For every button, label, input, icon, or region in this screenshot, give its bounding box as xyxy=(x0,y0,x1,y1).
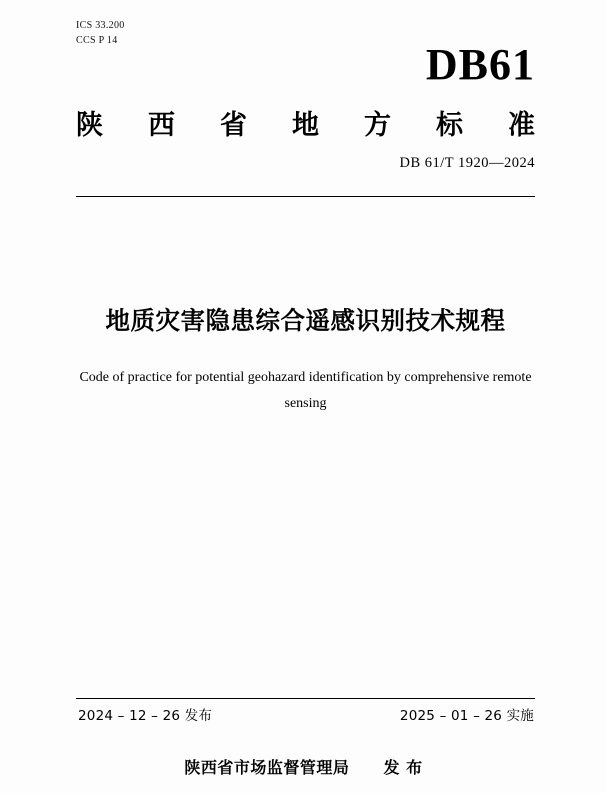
standard-name-char: 标 xyxy=(436,110,463,141)
publisher-line xyxy=(0,755,607,778)
standard-name-char: 陕 xyxy=(76,110,103,141)
publisher-action: 发 布 xyxy=(383,758,423,777)
standard-name xyxy=(76,103,535,142)
db61-logo: DB61 xyxy=(425,40,535,89)
standard-name-char: 西 xyxy=(148,110,175,141)
document-title-english: Code of practice for potential geohazard identification by comprehensive remote sensing xyxy=(79,370,532,411)
ccs-code: CCS P 14 xyxy=(76,35,118,46)
footer-divider xyxy=(76,698,535,699)
standard-name-char: 准 xyxy=(508,110,535,141)
publisher-name: 陕西省市场监督管理局 xyxy=(184,758,350,777)
header-divider xyxy=(76,196,535,197)
standard-number: DB 61/T 1920—2024 xyxy=(399,155,535,171)
issue-date: 2024 – 12 – 26 发布 xyxy=(78,708,213,724)
classification-codes xyxy=(76,18,125,48)
effective-date: 2025 – 01 – 26 实施 xyxy=(399,708,534,724)
standard-name-char: 方 xyxy=(364,110,391,141)
ics-code: ICS 33.200 xyxy=(76,20,125,31)
standard-name-char: 地 xyxy=(292,110,319,141)
standard-name-char: 省 xyxy=(220,110,247,141)
document-title-chinese: 地质灾害隐患综合遥感识别技术规程 xyxy=(105,306,506,335)
